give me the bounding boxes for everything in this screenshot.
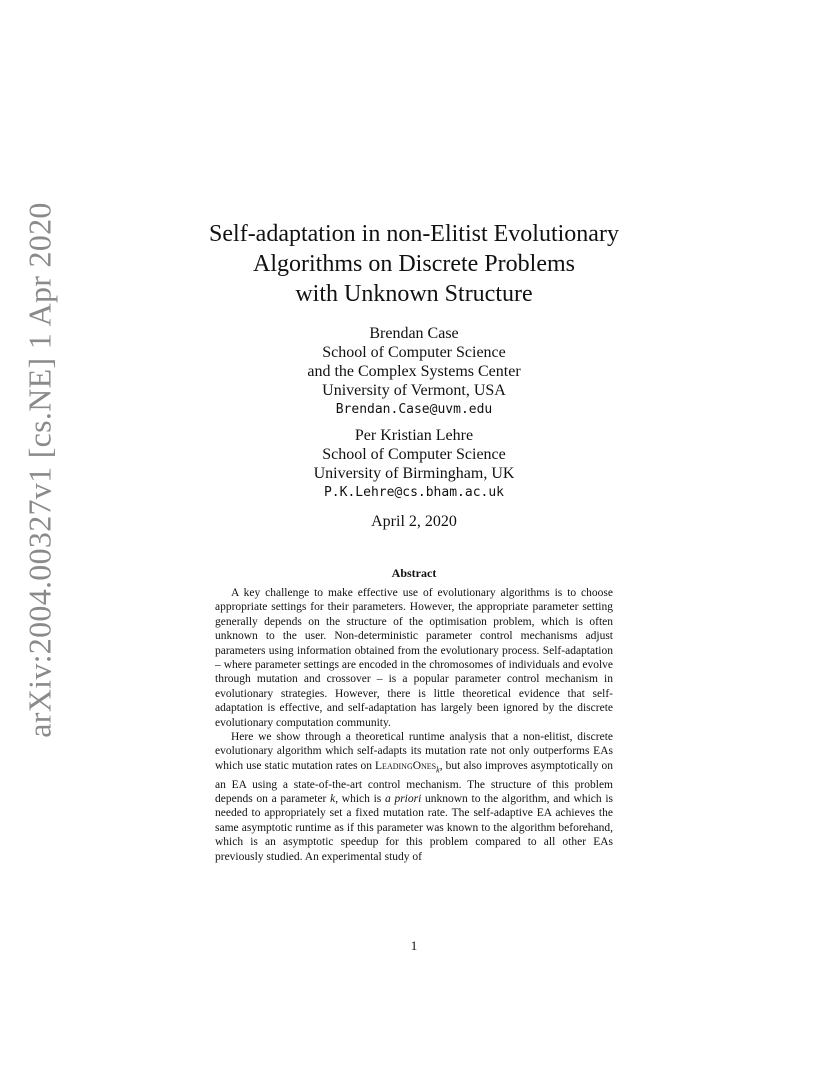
author-block-case <box>200 324 628 419</box>
abstract-text: unknown to the algorithm, and which is needed to appropriately set a fixed mutation rate. The self-adaptive EA achieves the same asymptotic runtime as if this parameter was known to the algorithm beforehand, which is an asymptotic speedup for this problem compared to all other EAs previously studied. An experimental study of <box>215 792 614 863</box>
author-name: Per Kristian Lehre <box>354 427 474 444</box>
leadingones-term: LeadingOnes <box>375 759 437 772</box>
author-list <box>200 324 628 509</box>
abstract-heading: Abstract <box>391 566 437 580</box>
author-email[interactable]: Brendan.Case@uvm.edu <box>335 402 493 417</box>
title-line-1: Self-adaptation in non-Elitist Evolutionary <box>209 221 619 247</box>
author-affiliation: and the Complex Systems Center <box>307 363 521 380</box>
author-affiliation: School of Computer Science <box>322 446 506 463</box>
abstract-body <box>215 586 613 864</box>
publication-date: April 2, 2020 <box>371 513 457 530</box>
author-block-lehre <box>200 426 628 502</box>
leadingones-subscript: k <box>436 765 440 775</box>
paper-title <box>160 219 668 309</box>
author-affiliation: School of Computer Science <box>322 344 506 361</box>
arxiv-identifier-stamp: arXiv:2004.00327v1 [cs.NE] 1 Apr 2020 <box>21 202 58 738</box>
a-priori-term: a priori <box>384 792 422 805</box>
author-email[interactable]: P.K.Lehre@cs.bham.ac.uk <box>323 485 504 500</box>
author-name: Brendan Case <box>369 325 459 342</box>
author-affiliation: University of Birmingham, UK <box>313 465 515 482</box>
page-number: 1 <box>410 938 418 953</box>
title-line-2: Algorithms on Discrete Problems <box>253 251 575 277</box>
abstract-text: Here we show through a theoretical runtime analysis that a non-elitist, discrete evolutionary algorithm which self-adapts its mutation rate not only outperforms EAs which use static mutation rates on <box>215 731 613 772</box>
parameter-k: k <box>330 792 336 805</box>
title-line-3: with Unknown Structure <box>295 281 533 307</box>
abstract-text: , which is <box>335 792 385 805</box>
abstract-paragraph-1: A key challenge to make effective use of evolutionary algorithms is to choose appropriate settings for their parameters. However, the appropriate parameter setting generally depends on the structure of the optimisation problem, which is often unknown to the user. Non-deterministic parameter control mechanisms adjust parameters using information obtained from the evolutionary process. Self-adaptation – where parameter settings are encoded in the chromosomes of individuals and evolve through mutation and crossover – is a popular parameter control mechanism in evolutionary strategies. However, there is little theoretical evidence that self-adaptation is effective, and self-adaptation has largely been ignored by the discrete evolutionary computation community. <box>215 587 613 729</box>
abstract-text: , but also improves asymptotically on an EA using a state-of-the-art control mechanism. The structure of this problem depends on a parameter <box>215 759 613 805</box>
abstract-paragraph-2 <box>215 730 613 864</box>
author-affiliation: University of Vermont, USA <box>322 382 506 399</box>
